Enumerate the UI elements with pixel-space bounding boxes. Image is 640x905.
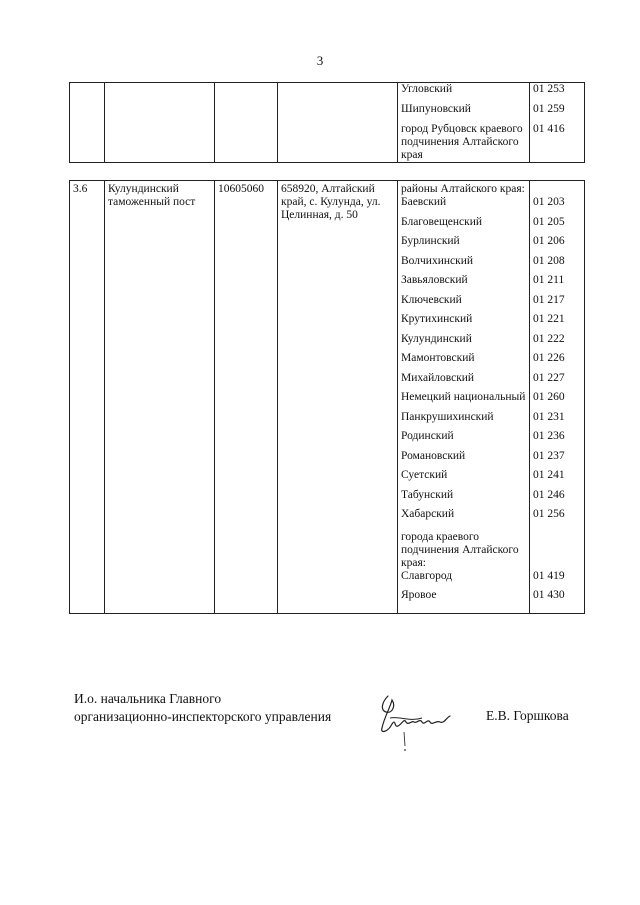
district-code: 01 203 <box>533 196 565 208</box>
district-name: Михайловский <box>398 372 530 392</box>
district-name: Бурлинский <box>398 235 530 255</box>
district-code: 01 206 <box>533 235 565 247</box>
empty-cell <box>278 83 398 163</box>
district-code: 01 221 <box>533 313 565 325</box>
handwritten-signature <box>370 688 465 758</box>
list-item <box>398 489 584 509</box>
district-code: 01 211 <box>533 274 565 286</box>
post-address: 658920, Алтайский край, с. Кулунда, ул. Целинная, д. 50 <box>278 181 398 614</box>
list-item <box>398 313 584 333</box>
district-code: 01 208 <box>533 254 565 267</box>
district-name: Шипуновский <box>398 103 530 123</box>
district-code: 01 256 <box>533 508 565 520</box>
page-number: 3 <box>316 53 324 68</box>
list-item <box>398 216 584 236</box>
district-name: Родинский <box>398 430 530 450</box>
district-name: Суетский <box>398 469 530 489</box>
district-list <box>398 83 584 162</box>
district-name: Благовещенский <box>398 216 530 236</box>
district-code: 01 205 <box>533 215 565 228</box>
districts-header: районы Алтайского края: <box>398 181 530 196</box>
district-code: 01 226 <box>533 352 565 364</box>
list-item <box>398 294 584 314</box>
district-code: 01 236 <box>533 430 565 442</box>
district-name: Завьяловский <box>398 274 530 294</box>
district-code: 01 231 <box>533 410 565 423</box>
district-name: Славгород <box>398 570 530 589</box>
district-name: Крутихинский <box>398 313 530 333</box>
district-code: 01 217 <box>533 293 565 306</box>
district-code <box>530 528 585 570</box>
list-item <box>398 450 584 470</box>
district-name: Ключевский <box>398 294 530 314</box>
district-code: 01 416 <box>533 123 565 135</box>
district-code: 01 222 <box>533 332 565 345</box>
district-name: город Рубцовск краевого подчинения Алтайского края <box>398 123 530 162</box>
district-name: Волчихинский <box>398 255 530 275</box>
signatory-title-line2: организационно-инспекторского управления <box>74 709 332 724</box>
district-name: Мамонтовский <box>398 352 530 372</box>
list-item <box>398 103 584 123</box>
post-name: Кулундинский таможенный пост <box>105 181 215 614</box>
customs-post-table <box>69 180 585 614</box>
entry-number: 3.6 <box>70 181 105 614</box>
district-name: Хабарский <box>398 508 530 528</box>
list-item <box>398 589 584 613</box>
district-code: 01 253 <box>533 83 565 95</box>
district-code: 01 227 <box>533 371 565 384</box>
district-cell <box>398 181 585 614</box>
list-item <box>398 333 584 353</box>
signatory-title-line1: И.о. начальника Главного <box>74 691 222 706</box>
list-item <box>398 391 584 411</box>
list-item <box>398 123 584 162</box>
district-name: Баевский <box>398 196 530 216</box>
district-code: 01 419 <box>533 569 565 582</box>
district-code: 01 260 <box>533 391 565 403</box>
empty-cell <box>70 83 105 163</box>
district-name: Табунский <box>398 489 530 509</box>
list-header <box>398 181 584 196</box>
district-code: 01 241 <box>533 469 565 481</box>
list-item <box>398 83 584 103</box>
district-name: Панкрушихинский <box>398 411 530 431</box>
list-item <box>398 469 584 489</box>
district-code: 01 430 <box>533 588 565 601</box>
district-name: Немецкий национальный <box>398 391 530 411</box>
empty-cell <box>215 83 278 163</box>
district-code: 01 259 <box>533 103 565 115</box>
list-item <box>398 570 584 589</box>
district-name: Угловский <box>398 83 530 103</box>
district-name: Кулундинский <box>398 333 530 353</box>
continuation-table <box>69 82 585 163</box>
signatory-name: Е.В. Горшкова <box>486 708 569 723</box>
district-code: 01 246 <box>533 488 565 501</box>
district-code: 01 237 <box>533 449 565 462</box>
list-item <box>398 235 584 255</box>
list-item <box>398 255 584 275</box>
empty-cell <box>105 83 215 163</box>
district-list <box>398 181 584 613</box>
district-name: Романовский <box>398 450 530 470</box>
list-item <box>398 528 584 570</box>
signatory-title <box>74 690 331 726</box>
list-item <box>398 274 584 294</box>
list-item <box>398 196 584 216</box>
list-item <box>398 352 584 372</box>
list-item <box>398 372 584 392</box>
list-item <box>398 508 584 528</box>
list-item <box>398 430 584 450</box>
district-cell <box>398 83 585 163</box>
list-item <box>398 411 584 431</box>
cities-header: города краевого подчинения Алтайского края: <box>398 528 530 570</box>
district-name: Яровое <box>398 589 530 613</box>
post-code: 10605060 <box>215 181 278 614</box>
